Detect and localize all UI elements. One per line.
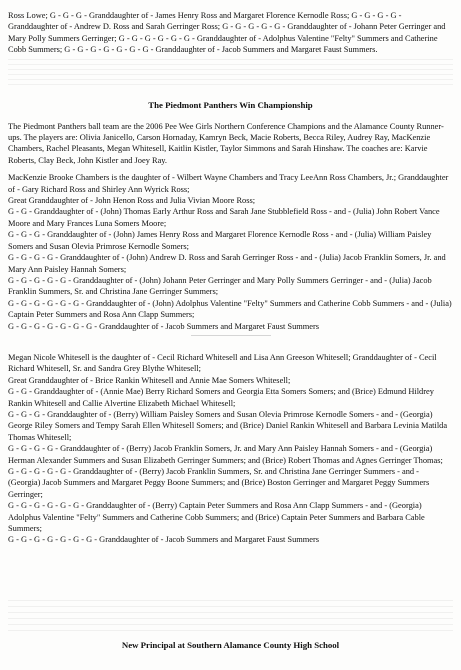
whitesell-genealogy [8, 352, 453, 546]
chambers-line: MacKenzie Brooke Chambers is the daughter of - Wilbert Wayne Chambers and Tracy LeeAnn Ross Chambers, Jr.; Granddaughter of - Gary Richard Ross and Shirley Ann Wyrick Ross; [8, 173, 449, 194]
principal-headline: New Principal at Southern Alamance County High School [121, 640, 340, 650]
whitesell-line: G - G - G - Granddaughter of - (Berry) William Paisley Somers and Susan Olevia Primrose Kernodle Somers - and - (Georgia) George Riley Somers and Tempy Sarah Ellen Whitesell Somers; and (Brice) Daniel Rankin Whitesell and Barbara Levinia Matilda Thomas Whitesell; [8, 409, 448, 442]
whitesell-line: G - G - G - G - G - G - G - Granddaughter of - Jacob Summers and Margaret Faust Summers [8, 535, 320, 545]
whitesell-line: G - G - G - G - Granddaughter of - (Berry) Jacob Franklin Somers, Jr. and Mary Ann Paisley Hannah Somers - and - (Georgia) Herman Alexander Summers and Susan Elizabeth Gerringer Summers; and (Brice) Robert Thomas and Agnes Gerringer Thomas; [8, 444, 443, 465]
whitesell-line: G - G - G - G - G - Granddaughter of - (Berry) Jacob Franklin Summers, Sr. and Christina Jane Gerringer Summers - and - (Georgia) Jacob Summers and Margaret Peggy Boone Summers; and (Brice) Boston Gerringer and Margaret Peggy Summers Gerringer; [8, 467, 430, 499]
bleed-through-text [8, 600, 453, 632]
chambers-line: G - G - G - Granddaughter of - (John) James Henry Ross and Margaret Florence Kernodle Ross - and - (Julia) William Paisley Somers and Susan Olevia Primrose Kernodle Somers; [8, 230, 432, 251]
section-divider [191, 335, 271, 346]
championship-headline: The Piedmont Panthers Win Championship [148, 99, 313, 110]
whitesell-line: Great Granddaughter of - Brice Rankin Whitesell and Annie Mae Somers Whitesell; [8, 375, 291, 385]
chambers-line: G - G - G - G - G - Granddaughter of - (John) Johann Peter Gerringer and Mary Polly Summers Gerringer - and - (Julia) Jacob Franklin Summers, Sr. and Christina Jane Gerringer Summers; [8, 275, 432, 297]
chambers-line: G - G - G - G - G - G - G - Granddaughter of - Jacob Summers and Margaret Faust Summers [8, 321, 320, 331]
bleed-through-text [8, 59, 453, 89]
chambers-line: G - G - G - G - Granddaughter of - (John) Andrew D. Ross and Sarah Gerringer Ross - and - (Julia) Jacob Franklin Somers, Jr. and Mary Ann Paisley Hannah Somers; [8, 253, 446, 274]
whitesell-line: G - G - Granddaughter of - (Annie Mae) Berry Richard Somers and Georgia Etta Somers Somers; and (Brice) Edmund Hildrey Rankin Whitesell and Callie Alvertine Elizabeth Michael Whitesell; [8, 387, 434, 408]
chambers-line: G - G - Granddaughter of - (John) Thomas Early Arthur Ross and Sarah Jane Stubblefield Ross - and - (Julia) John Robert Vance Moore and Mary Frances Luna Somers Moore; [8, 207, 440, 228]
championship-paragraph: The Piedmont Panthers ball team are the 2006 Pee Wee Girls Northern Conference Champions and the Alamance County Runner-ups. The players are: Olivia Janicello, Carson Hornaday, Kamryn Beck, Macie Roberts, Becca Riley, Audrey Ray, MacKenzie Chambers, Rachel Pleasants, Megan Whitesell, Kaitlin Kistler, Taylor Simmons and Sarah Hinshaw. The coaches are: Karvie Roberts, Clay Beck, John Kistler and Joey Ray. [8, 121, 444, 165]
intro-genealogy-paragraph: Ross Lowe; G - G - G - Granddaughter of - James Henry Ross and Margaret Florence Kernodle Ross; G - G - G - G - Granddaughter of - Andrew D. Ross and Sarah Gerringer Ross; G - G - G - G - G - Granddaughter of - Johann Peter Gerringer and Mary Polly Summers Gerringer; G - G - G - G - G - G - Granddaughter of - Adolphus Valentine "Felty" Summers and Catherine Cobb Summers; G - G - G - G - G - G - G - Granddaughter of - Jacob Summers and Margaret Faust Summers. [8, 11, 446, 55]
chambers-genealogy [8, 172, 453, 332]
whitesell-line: G - G - G - G - G - G - Granddaughter of - (Berry) Captain Peter Summers and Rosa Ann Clapp Summers - and - (Georgia) Adolphus Valentine "Felty" Summers and Catherine Cobb Summers; and (Brice) Captain Peter Summers and Barbara Cable Summers; [8, 501, 425, 534]
chambers-line: Great Granddaughter of - John Henon Ross and Julia Vivian Moore Ross; [8, 196, 256, 206]
chambers-line: G - G - G - G - G - G - Granddaughter of - (John) Adolphus Valentine "Felty" Summers and Catherine Cobb Summers - and - (Julia) Captain Peter Summers and Rosa Ann Clapp Summers; [8, 298, 452, 320]
whitesell-line: Megan Nicole Whitesell is the daughter of - Cecil Richard Whitesell and Lisa Ann Greeson Whitesell; Granddaughter of - Cecil Richard Whitesell, Sr. and Sandra Grey Blythe Whitesell; [8, 352, 437, 374]
